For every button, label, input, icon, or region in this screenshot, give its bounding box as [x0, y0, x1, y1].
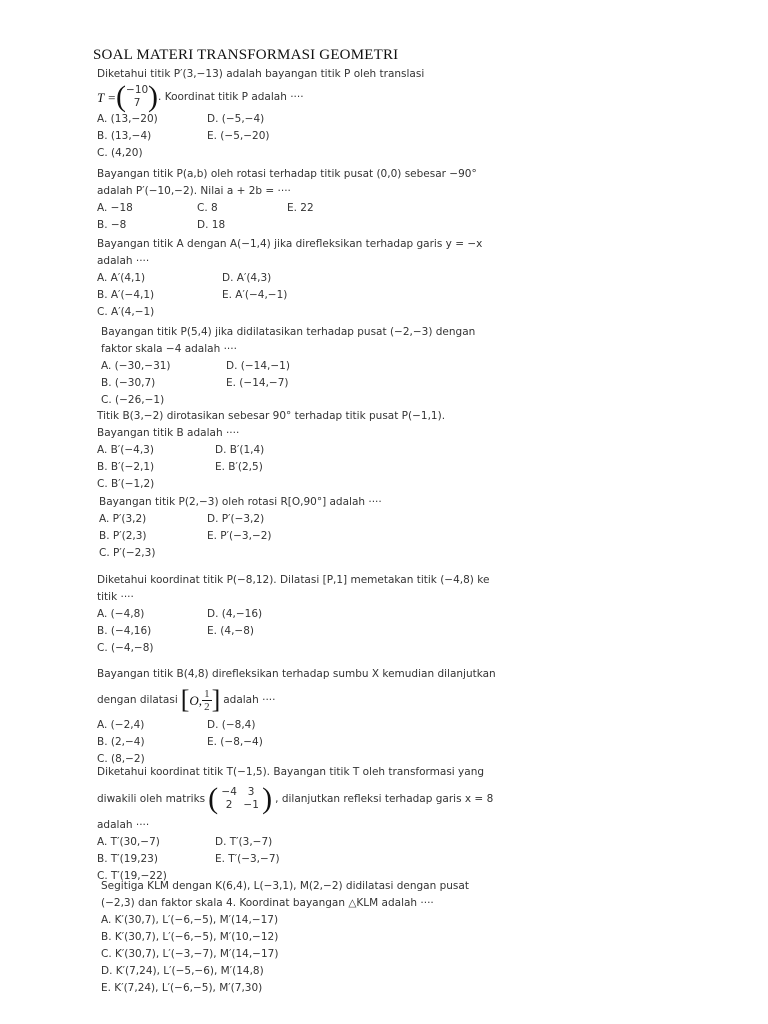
translation-vector: ( −10 7 )	[116, 80, 159, 113]
option[interactable]: B. B′(−2,1)	[97, 461, 155, 473]
question-text	[97, 683, 487, 717]
option[interactable]: A. A′(4,1)	[97, 272, 146, 284]
options-list	[97, 606, 487, 657]
option	[317, 623, 417, 640]
option[interactable]: C. K′(30,7), L′(−3,−7), M′(14,−17)	[101, 948, 279, 960]
vector-top: −10	[126, 84, 149, 96]
question-text: Bayangan titik P(5,4) jika didilatasikan terhadap pusat (−2,−3) dengan	[101, 326, 476, 338]
matrix-cell: 2	[225, 799, 233, 811]
options-list	[101, 358, 491, 409]
question-8	[97, 666, 496, 768]
option[interactable]: D. (−5,−4)	[207, 113, 265, 125]
question-text: adalah ····	[223, 693, 276, 706]
option[interactable]: A. T′(30,−7)	[97, 836, 160, 848]
option[interactable]: E. P′(−3,−2)	[207, 530, 272, 542]
options-list	[99, 511, 489, 562]
question-text: faktor skala −4 adalah ····	[101, 343, 237, 355]
question-3	[97, 236, 487, 321]
option[interactable]: D. (−14,−1)	[226, 360, 290, 372]
option[interactable]: E. (−14,−7)	[226, 377, 289, 389]
option[interactable]: D. P′(−3,2)	[207, 513, 265, 525]
option[interactable]: E. (−8,−4)	[207, 736, 263, 748]
option[interactable]: B. T′(19,23)	[97, 853, 158, 865]
option[interactable]: A. (−2,4)	[97, 719, 145, 731]
option[interactable]: D. K′(7,24), L′(−5,−6), M′(14,8)	[101, 965, 264, 977]
vector-bottom: 7	[133, 97, 141, 109]
question-2	[97, 166, 487, 234]
question-text: Diketahui koordinat titik T(−1,5). Bayangan titik T oleh transformasi yang	[97, 766, 485, 778]
option[interactable]: B. (−4,16)	[97, 625, 152, 637]
option[interactable]: D. T′(3,−7)	[215, 836, 273, 848]
option[interactable]: E. T′(−3,−7)	[215, 853, 280, 865]
question-text: adalah ····	[97, 819, 150, 831]
question-4	[101, 324, 491, 409]
option[interactable]: D. (−8,4)	[207, 719, 256, 731]
option[interactable]: D. B′(1,4)	[215, 444, 265, 456]
option[interactable]: D. (4,−16)	[207, 608, 263, 620]
question-text: Bayangan titik A dengan A(−1,4) jika direfleksikan terhadap garis y = −x	[97, 238, 483, 250]
question-text: titik ····	[97, 591, 134, 603]
option[interactable]: B. (−30,7)	[101, 377, 156, 389]
option[interactable]: B. P′(2,3)	[99, 530, 147, 542]
question-7	[97, 572, 490, 657]
option[interactable]: C. P′(−2,3)	[99, 547, 156, 559]
question-text: adalah ····	[97, 255, 150, 267]
option[interactable]: E. A′(−4,−1)	[222, 289, 288, 301]
option[interactable]: C. T′(19,−22)	[97, 870, 167, 882]
question-9	[97, 764, 494, 885]
matrix-cell: −4	[221, 786, 237, 798]
fraction-denominator: 2	[204, 700, 210, 713]
option[interactable]: E. 22	[287, 202, 314, 214]
option	[325, 834, 425, 851]
question-text	[97, 80, 487, 113]
option[interactable]: C. (−26,−1)	[101, 394, 165, 406]
option[interactable]: B. K′(30,7), L′(−6,−5), M′(10,−12)	[101, 931, 279, 943]
options-list	[97, 111, 487, 162]
question-text	[97, 781, 494, 817]
question-10	[101, 878, 491, 997]
question-text: Segitiga KLM dengan K(6,4), L(−3,1), M(2,−2) didilatasi dengan pusat	[101, 880, 469, 892]
question-text: (−2,3) dan faktor skala 4. Koordinat bayangan △KLM adalah ····	[101, 897, 434, 909]
option[interactable]: A. (−4,8)	[97, 608, 145, 620]
matrix-cell: −1	[243, 799, 259, 811]
question-text: Diketahui titik P′(3,−13) adalah bayangan titik P oleh translasi	[97, 68, 425, 80]
question-text: dengan dilatasi	[97, 693, 178, 706]
option[interactable]: B. A′(−4,1)	[97, 289, 155, 301]
question-1	[97, 66, 487, 162]
question-text: diwakili oleh matriks	[97, 792, 206, 805]
option	[317, 111, 427, 128]
option[interactable]: A. (13,−20)	[97, 113, 158, 125]
option	[332, 287, 432, 304]
translation-label: T =	[97, 89, 117, 105]
option[interactable]: B. −8	[97, 219, 127, 231]
dilation-center: O,	[189, 692, 203, 708]
option	[325, 442, 425, 459]
option[interactable]: B. (13,−4)	[97, 130, 152, 142]
option[interactable]: C. B′(−1,2)	[97, 478, 155, 490]
matrix-cell: 3	[247, 786, 255, 798]
options-list	[97, 270, 487, 321]
option[interactable]: A. K′(30,7), L′(−6,−5), M′(14,−17)	[101, 914, 279, 926]
option[interactable]: B. (2,−4)	[97, 736, 145, 748]
option[interactable]: A. −18	[97, 202, 133, 214]
option	[332, 270, 432, 287]
option	[317, 734, 417, 751]
option	[317, 128, 427, 145]
dilation-factor	[202, 688, 212, 713]
transformation-matrix: ( −4 2 3 −1 )	[208, 782, 273, 815]
options-list	[101, 912, 491, 997]
option[interactable]: E. K′(7,24), L′(−6,−5), M′(7,30)	[101, 982, 263, 994]
option[interactable]: C. 8	[197, 202, 218, 214]
question-text: adalah P′(−10,−2). Nilai a + 2b = ····	[97, 185, 291, 197]
option	[325, 459, 425, 476]
question-5	[97, 408, 487, 493]
question-text: , dilanjutkan refleksi terhadap garis x = 8	[275, 792, 494, 805]
options-list	[97, 442, 487, 493]
document-title: SOAL MATERI TRANSFORMASI GEOMETRI	[93, 47, 399, 63]
option[interactable]: A. B′(−4,3)	[97, 444, 154, 456]
option	[317, 606, 417, 623]
option	[325, 851, 425, 868]
question-text: . Koordinat titik P adalah ····	[158, 90, 304, 103]
option[interactable]: C. (8,−2)	[97, 753, 145, 765]
option	[336, 375, 436, 392]
option[interactable]: A. (−30,−31)	[101, 360, 171, 372]
dilation-notation: [ O, $\frac{1}{2}$ ]	[180, 685, 221, 714]
options-list	[97, 200, 487, 234]
options-list	[97, 717, 487, 768]
option	[317, 528, 417, 545]
option[interactable]: C. A′(4,−1)	[97, 306, 155, 318]
option	[336, 358, 436, 375]
question-text: Titik B(3,−2) dirotasikan sebesar 90° terhadap titik pusat P(−1,1).	[97, 410, 446, 422]
option[interactable]: E. (−5,−20)	[207, 130, 270, 142]
option[interactable]: E. B′(2,5)	[215, 461, 263, 473]
question-text: Diketahui koordinat titik P(−8,12). Dilatasi [P,1] memetakan titik (−4,8) ke	[97, 574, 490, 586]
option[interactable]: D. 18	[197, 219, 226, 231]
question-text: Bayangan titik P(2,−3) oleh rotasi R[O,90°] adalah ····	[99, 496, 382, 508]
option[interactable]: D. A′(4,3)	[222, 272, 272, 284]
question-text: Bayangan titik P(a,b) oleh rotasi terhadap titik pusat (0,0) sebesar −90°	[97, 168, 477, 180]
option[interactable]: C. (4,20)	[97, 147, 143, 159]
option	[317, 717, 417, 734]
question-text: Bayangan titik B(4,8) direfleksikan terhadap sumbu X kemudian dilanjutkan	[97, 668, 496, 680]
option[interactable]: E. (4,−8)	[207, 625, 254, 637]
option[interactable]: A. P′(3,2)	[99, 513, 147, 525]
question-6	[99, 494, 489, 562]
option	[317, 511, 417, 528]
question-text: Bayangan titik B adalah ····	[97, 427, 240, 439]
option[interactable]: C. (−4,−8)	[97, 642, 154, 654]
fraction-numerator: 1	[204, 687, 210, 700]
